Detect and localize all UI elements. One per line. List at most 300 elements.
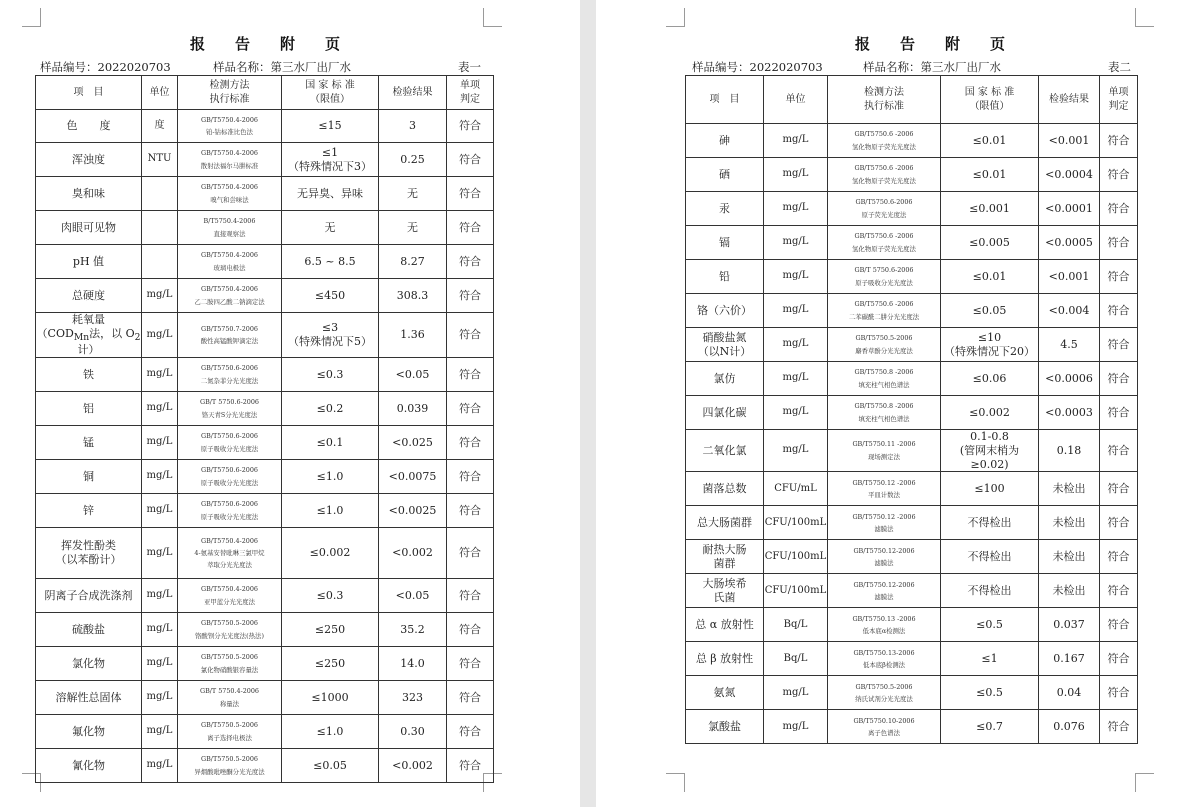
test-method: GB/T5750.6 -2006 氢化物原子荧光光度法 [828,124,941,158]
test-method: GB/T5750.5-2006 离子选择电极法 [178,715,282,749]
unit [142,177,178,211]
crop-mark-top-right [1135,8,1154,27]
sample-number-label: 样品编号： [692,60,750,74]
unit: mg/L [142,579,178,613]
item-name: 硒 [686,158,764,192]
header-judge: 单项 判定 [447,76,494,110]
sample-name-value: 第三水厂出厂水 [270,60,351,74]
judgement: 符合 [447,715,494,749]
crop-mark-top-left [666,8,685,27]
unit: mg/L [142,392,178,426]
test-result: 0.037 [1039,608,1100,642]
judgement: 符合 [447,749,494,783]
test-method: GB/T5750.12-2006 滤膜法 [828,540,941,574]
header-method: 检测方法 执行标准 [828,76,941,124]
header-judge: 单项 判定 [1100,76,1138,124]
test-result: 4.5 [1039,328,1100,362]
test-result: 未检出 [1039,574,1100,608]
item-name: 锌 [36,494,142,528]
unit: mg/L [764,294,828,328]
item-name: 色 度 [36,110,142,143]
table-row [686,540,1138,574]
header-result: 检验结果 [1039,76,1100,124]
judgement: 符合 [447,358,494,392]
test-result: <0.002 [379,528,447,579]
item-name: 大肠埃希 氏菌 [686,574,764,608]
unit: mg/L [764,396,828,430]
unit: mg/L [764,676,828,710]
judgement: 符合 [1100,430,1138,472]
table-label: 表二 [1108,60,1131,74]
judgement: 符合 [447,143,494,177]
test-result: 0.30 [379,715,447,749]
test-method: GB/T5750.7-2006 酸性高锰酸钾滴定法 [178,313,282,358]
header-method: 检测方法 执行标准 [178,76,282,110]
table-row [686,260,1138,294]
table-row [686,608,1138,642]
item-name: 氰化物 [36,749,142,783]
header-unit: 单位 [764,76,828,124]
unit: mg/L [764,192,828,226]
test-result: <0.002 [379,749,447,783]
limit-value: ≤1 （特殊情况下3） [282,143,379,177]
limit-value: 不得检出 [941,574,1039,608]
test-method: GB/T5750.4-2006 亚甲蓝分光光度法 [178,579,282,613]
test-result: <0.0006 [1039,362,1100,396]
unit: mg/L [142,313,178,358]
test-result: <0.05 [379,358,447,392]
limit-value: ≤15 [282,110,379,143]
unit: mg/L [764,328,828,362]
table-header-row [686,76,1138,124]
judgement: 符合 [1100,192,1138,226]
unit: mg/L [764,430,828,472]
table-row [36,715,494,749]
table-row [36,143,494,177]
item-name: 铬（六价） [686,294,764,328]
test-method: GB/T5750.6-2006 二氮杂菲分光光度法 [178,358,282,392]
test-method: GB/T5750.6 -2006 二苯碳酰二肼分光光度法 [828,294,941,328]
unit: mg/L [764,124,828,158]
limit-value: ≤0.3 [282,579,379,613]
table-row [686,574,1138,608]
item-name: pH 值 [36,245,142,279]
test-method: GB/T5750.12 -2006 滤膜法 [828,506,941,540]
unit: mg/L [764,710,828,744]
table-row [36,579,494,613]
limit-value: ≤0.3 [282,358,379,392]
unit: mg/L [142,749,178,783]
judgement: 符合 [1100,158,1138,192]
test-method: GB/T5750.5-2006 麝香草酚分光光度法 [828,328,941,362]
test-result: 14.0 [379,647,447,681]
unit: Bq/L [764,608,828,642]
limit-value: 6.5 ~ 8.5 [282,245,379,279]
test-method: GB/T5750.4-2006 玻璃电极法 [178,245,282,279]
test-result: <0.0025 [379,494,447,528]
unit: mg/L [142,681,178,715]
crop-mark-top-right [483,8,502,27]
item-name: 总 β 放射性 [686,642,764,676]
sample-number-value: 2022020703 [749,60,823,74]
item-name: 菌落总数 [686,472,764,506]
sample-name-label: 样品名称： [863,60,921,74]
unit [142,245,178,279]
test-method: GB/T5750.5-2006 异烟酸吡唑酮分光光度法 [178,749,282,783]
test-result: 0.04 [1039,676,1100,710]
item-name: 氯酸盐 [686,710,764,744]
table-row [686,294,1138,328]
table-row [686,192,1138,226]
test-method: GB/T5750.4-2006 乙二胺四乙酸二钠滴定法 [178,279,282,313]
test-method: GB/T5750.8 -2006 填充柱气相色谱法 [828,362,941,396]
test-result: 0.039 [379,392,447,426]
test-result: <0.0075 [379,460,447,494]
judgement: 符合 [1100,642,1138,676]
table-row [36,749,494,783]
limit-value: ≤1.0 [282,715,379,749]
test-method: GB/T5750.4-2006 嗅气和尝味法 [178,177,282,211]
unit: NTU [142,143,178,177]
table-row [686,676,1138,710]
header-item: 项 目 [36,76,142,110]
limit-value: ≤250 [282,613,379,647]
table-label: 表一 [458,60,481,74]
item-name: 总硬度 [36,279,142,313]
test-method: GB/T5750.4-2006 铂-钴标准比色法 [178,110,282,143]
item-name: 耐热大肠 菌群 [686,540,764,574]
table-row [686,328,1138,362]
header-item: 项 目 [686,76,764,124]
unit: mg/L [142,426,178,460]
limit-value: ≤0.002 [941,396,1039,430]
limit-value: ≤1.0 [282,494,379,528]
crop-mark-bottom-right [1135,773,1154,792]
unit: mg/L [764,226,828,260]
sample-name-label: 样品名称： [213,60,271,74]
table-row [686,506,1138,540]
test-result: <0.0004 [1039,158,1100,192]
test-method: GB/T5750.12 -2006 平皿计数法 [828,472,941,506]
table-row [36,426,494,460]
results-table-1 [35,75,494,783]
judgement: 符合 [447,426,494,460]
judgement: 符合 [447,392,494,426]
item-name: 铁 [36,358,142,392]
judgement: 符合 [447,494,494,528]
test-result: 3 [379,110,447,143]
item-name: 氯仿 [686,362,764,396]
judgement: 符合 [1100,124,1138,158]
judgement: 符合 [447,211,494,245]
test-method: GB/T5750.6-2006 原子吸收分光光度法 [178,494,282,528]
item-name: 镉 [686,226,764,260]
table-row [686,642,1138,676]
sample-name [213,59,351,75]
test-method: GB/T5750.12-2006 滤膜法 [828,574,941,608]
limit-value: ≤450 [282,279,379,313]
unit: CFU/100mL [764,540,828,574]
judgement: 符合 [447,681,494,715]
test-method: GB/T5750.6 -2006 氢化物原子荧光光度法 [828,158,941,192]
test-method: GB/T5750.10-2006 离子色谱法 [828,710,941,744]
item-name: 氯化物 [36,647,142,681]
header-limit: 国 家 标 准 （限值） [941,76,1039,124]
report-page-2 [596,0,1181,807]
unit: CFU/100mL [764,574,828,608]
table-row [36,647,494,681]
limit-value: ≤100 [941,472,1039,506]
item-name: 铜 [36,460,142,494]
judgement: 符合 [1100,472,1138,506]
item-name: 耗氧量 （$COD_{Mn}$法，以 $O_2$计） [36,313,141,357]
test-method: GB/T5750.5-2006 纳氏试剂分光光度法 [828,676,941,710]
header-limit: 国 家 标 准 （限值） [282,76,379,110]
judgement: 符合 [1100,608,1138,642]
test-result: 1.36 [379,313,447,358]
limit-value: ≤0.1 [282,426,379,460]
limit-value: ≤0.01 [941,158,1039,192]
unit: mg/L [764,260,828,294]
judgement: 符合 [447,613,494,647]
limit-value: 不得检出 [941,506,1039,540]
table-row [686,226,1138,260]
test-result: 35.2 [379,613,447,647]
limit-value: ≤0.5 [941,676,1039,710]
limit-value: 无 [282,211,379,245]
table-row [686,124,1138,158]
test-method: GB/T5750.4-2006 散射法福尔马肼标准 [178,143,282,177]
item-name: 臭和味 [36,177,142,211]
unit: mg/L [142,460,178,494]
table-row [36,460,494,494]
unit [142,211,178,245]
limit-value: ≤0.05 [282,749,379,783]
limit-value: ≤250 [282,647,379,681]
limit-value: ≤0.7 [941,710,1039,744]
item-name: 氨氮 [686,676,764,710]
table-row [686,472,1138,506]
header-unit: 单位 [142,76,178,110]
results-table-2 [685,75,1138,744]
test-result: <0.0005 [1039,226,1100,260]
sample-number-value: 2022020703 [97,60,171,74]
test-method: GB/T5750.13-2006 低本底β检测法 [828,642,941,676]
limit-value: ≤1 [941,642,1039,676]
test-result: 0.18 [1039,430,1100,472]
limit-value: ≤0.01 [941,124,1039,158]
page-title: 报告附页 [190,35,371,53]
item-name: 锰 [36,426,142,460]
test-method: GB/T5750.6-2006 原子吸收分光光度法 [178,460,282,494]
judgement: 符合 [1100,328,1138,362]
judgement: 符合 [447,460,494,494]
table-row [36,110,494,143]
limit-value: ≤0.005 [941,226,1039,260]
test-result: <0.0001 [1039,192,1100,226]
table-row [36,528,494,579]
judgement: 符合 [447,647,494,681]
test-method: GB/T5750.6-2006 原子吸收分光光度法 [178,426,282,460]
item-name: 氟化物 [36,715,142,749]
limit-value: ≤0.01 [941,260,1039,294]
unit: Bq/L [764,642,828,676]
test-method: GB/T 5750.4-2006 称量法 [178,681,282,715]
item-name: 阴离子合成洗涤剂 [36,579,142,613]
judgement: 符合 [1100,676,1138,710]
test-result: 308.3 [379,279,447,313]
table-row [36,177,494,211]
judgement: 符合 [447,245,494,279]
test-result: <0.0003 [1039,396,1100,430]
item-name: 总大肠菌群 [686,506,764,540]
judgement: 符合 [447,313,494,358]
limit-value: ≤10 （特殊情况下20） [941,328,1039,362]
sample-name-value: 第三水厂出厂水 [920,60,1001,74]
limit-value: ≤0.002 [282,528,379,579]
item-name: 砷 [686,124,764,158]
sample-name [863,59,1001,75]
report-page-1 [0,0,580,807]
table-row [36,494,494,528]
test-method: GB/T5750.13 -2006 低本底α检测法 [828,608,941,642]
table-row [36,358,494,392]
limit-value: ≤0.2 [282,392,379,426]
judgement: 符合 [447,279,494,313]
test-method: GB/T5750.6-2006 原子荧光光度法 [828,192,941,226]
item-name: 二氧化氯 [686,430,764,472]
judgement: 符合 [1100,396,1138,430]
test-method: B/T5750.4-2006 直接观察法 [178,211,282,245]
judgement: 符合 [1100,574,1138,608]
table-row [36,613,494,647]
judgement: 符合 [1100,226,1138,260]
unit: CFU/100mL [764,506,828,540]
table-row [36,681,494,715]
test-result: <0.001 [1039,124,1100,158]
unit: mg/L [142,613,178,647]
test-result: 323 [379,681,447,715]
test-method: GB/T5750.5-2006 氯化物硝酸银容量法 [178,647,282,681]
sample-number [692,59,823,75]
judgement: 符合 [1100,506,1138,540]
unit: mg/L [142,358,178,392]
limit-value: ≤1.0 [282,460,379,494]
table-header-row [36,76,494,110]
item-name: 总 α 放射性 [686,608,764,642]
test-result: 未检出 [1039,506,1100,540]
test-method: GB/T 5750.6-2006 铬天青S分光光度法 [178,392,282,426]
limit-value: 0.1-0.8 (管网末梢为≥0.02) [941,430,1039,472]
test-method: GB/T5750.4-2006 4-氨基安替吡啉三氯甲烷 萃取分光光度法 [178,528,282,579]
judgement: 符合 [447,579,494,613]
header-result: 检验结果 [379,76,447,110]
judgement: 符合 [1100,294,1138,328]
table-row [686,362,1138,396]
test-method: GB/T5750.11 -2006 现场测定法 [828,430,941,472]
test-result: 无 [379,211,447,245]
limit-value: ≤0.06 [941,362,1039,396]
table-row [36,313,494,358]
test-result: 8.27 [379,245,447,279]
table-row [686,396,1138,430]
test-result: <0.025 [379,426,447,460]
test-result: 未检出 [1039,472,1100,506]
limit-value: ≤0.001 [941,192,1039,226]
crop-mark-top-left [22,8,41,27]
table-row [36,392,494,426]
test-result: <0.05 [379,579,447,613]
sample-number-label: 样品编号： [40,60,98,74]
test-result: 0.076 [1039,710,1100,744]
limit-value: ≤3 （特殊情况下5） [282,313,379,358]
test-result: 无 [379,177,447,211]
unit: mg/L [142,528,178,579]
table-row [36,245,494,279]
item-name: 铝 [36,392,142,426]
table-row [686,710,1138,744]
page-gap [580,0,596,807]
limit-value: ≤1000 [282,681,379,715]
test-result: 未检出 [1039,540,1100,574]
limit-value: ≤0.05 [941,294,1039,328]
judgement: 符合 [1100,362,1138,396]
item-name: 四氯化碳 [686,396,764,430]
judgement: 符合 [447,528,494,579]
unit: mg/L [142,279,178,313]
unit: mg/L [142,494,178,528]
item-name: 肉眼可见物 [36,211,142,245]
test-result: <0.001 [1039,260,1100,294]
table-row [36,279,494,313]
unit: mg/L [142,715,178,749]
test-result: 0.25 [379,143,447,177]
unit: CFU/mL [764,472,828,506]
test-method: GB/T5750.6 -2006 氢化物原子荧光光度法 [828,226,941,260]
judgement: 符合 [1100,540,1138,574]
test-method: GB/T5750.8 -2006 填充柱气相色谱法 [828,396,941,430]
test-method: GB/T 5750.6-2006 原子吸收分光光度法 [828,260,941,294]
table-row [686,430,1138,472]
item-name: 硫酸盐 [36,613,142,647]
limit-value: 不得检出 [941,540,1039,574]
page-title: 报告附页 [855,35,1036,53]
item-name: 汞 [686,192,764,226]
sample-number [40,59,171,75]
item-name: 挥发性酚类 （以苯酚计） [36,528,142,579]
judgement: 符合 [1100,260,1138,294]
unit: 度 [142,110,178,143]
unit: mg/L [142,647,178,681]
unit: mg/L [764,362,828,396]
item-name: 铅 [686,260,764,294]
item-name: 溶解性总固体 [36,681,142,715]
item-name: 浑浊度 [36,143,142,177]
item-name: 硝酸盐氮 （以N计） [686,328,764,362]
unit: mg/L [764,158,828,192]
judgement: 符合 [447,110,494,143]
table-row [36,211,494,245]
judgement: 符合 [447,177,494,211]
limit-value: ≤0.5 [941,608,1039,642]
test-method: GB/T5750.5-2006 铬酸钡分光光度法(热法) [178,613,282,647]
judgement: 符合 [1100,710,1138,744]
crop-mark-bottom-left [666,773,685,792]
table-row [686,158,1138,192]
limit-value: 无异臭、异味 [282,177,379,211]
test-result: 0.167 [1039,642,1100,676]
test-result: <0.004 [1039,294,1100,328]
